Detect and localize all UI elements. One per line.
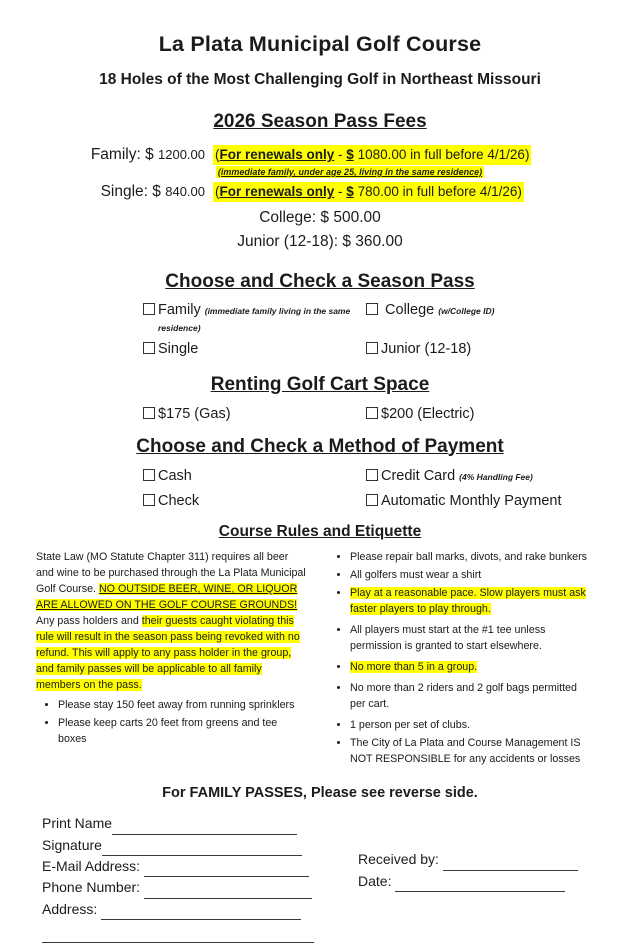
list-item: • All golfers must wear a shirt [350, 567, 592, 583]
checkbox-row-junior[interactable] [358, 341, 640, 358]
checkbox-label-cart-gas: $175 (Gas) [158, 405, 231, 422]
form-label-received-by: Received by: [358, 851, 443, 868]
list-item: • Play at a reasonable pace. Slow players must ask faster players to play through. [350, 585, 592, 617]
form-input-received-by[interactable] [443, 858, 578, 871]
list-item: • All players must start at the #1 tee unless permission is granted to start elsewhere. [350, 622, 592, 654]
checkbox-label-automatic-monthly: Automatic Monthly Payment [381, 493, 562, 510]
form-label-email: E-Mail Address: [42, 857, 144, 874]
form-field-address[interactable] [42, 899, 342, 920]
form-left-column [42, 813, 342, 942]
checkbox-label-family: Family [158, 301, 201, 318]
season-pass-options [0, 302, 640, 358]
checkbox-note-credit-card: (4% Handling Fee) [459, 471, 533, 482]
fee-label-single: Single: $ 840.00 [100, 182, 205, 200]
checkbox-note-college: (w/College ID) [438, 305, 495, 316]
reverse-side-note: For FAMILY PASSES, Please see reverse side. [162, 785, 478, 802]
section-heading-cart: Renting Golf Cart Space [210, 373, 430, 395]
checkbox-row-college[interactable] [358, 302, 640, 335]
rules-right-bullet-list [330, 549, 592, 768]
cart-options [0, 406, 640, 423]
fee-label-family: Family: $ 1200.00 [90, 146, 205, 163]
list-item: • The City of La Plata and Course Management IS NOT RESPONSIBLE for any accidents or losses [350, 735, 592, 767]
checkbox-row-single[interactable] [143, 341, 358, 358]
form-input-date[interactable] [395, 879, 565, 892]
fee-amount-single: 840.00 [165, 183, 205, 199]
list-item: • Please stay 150 feet away from running sprinklers [58, 697, 308, 713]
checkbox-college[interactable] [366, 303, 378, 315]
form-field-phone[interactable] [42, 877, 342, 898]
form-input-address[interactable] [101, 907, 301, 920]
rules-paragraph: State Law (MO Statute Chapter 311) requires all beer and wine to be purchased through the La Plata Municipal Golf Course. NO OUTSIDE BEER, WINE, OR LIQUOR ARE ALLOWED ON THE GOLF COURSE GROUNDS! Any pass holders and their guests caught violating this rule will result in the season pass being revoked with no refund. This will apply to any pass holder in the group, and family passes will be applicable to all family members on the pass. [36, 550, 306, 692]
fee-note-family: (For renewals only - $ 1080.00 in full before 4/1/26) [213, 145, 531, 165]
checkbox-row-cash[interactable] [143, 468, 358, 485]
form-field-received-by[interactable] [358, 849, 608, 870]
checkbox-cash[interactable] [143, 469, 155, 481]
checkbox-check[interactable] [143, 494, 155, 506]
signature-form [0, 813, 640, 942]
form-input-address-line2[interactable] [42, 928, 314, 943]
section-heading-payment: Choose and Check a Method of Payment [136, 435, 504, 457]
fee-row-family [0, 145, 640, 166]
checkbox-label-cash: Cash [158, 467, 192, 484]
checkbox-note-family: (immediate family living in the same residence) [158, 305, 351, 333]
checkbox-row-credit-card[interactable] [358, 468, 640, 485]
checkbox-row-automatic-monthly[interactable] [358, 493, 640, 510]
checkbox-single[interactable] [143, 342, 155, 354]
checkbox-family[interactable] [143, 303, 155, 315]
page-title: La Plata Municipal Golf Course [158, 32, 482, 56]
checkbox-label-cart-electric: $200 (Electric) [381, 405, 475, 422]
checkbox-label-check: Check [158, 493, 200, 510]
checkbox-label-junior: Junior (12-18) [381, 341, 472, 358]
form-label-print-name: Print Name [42, 815, 113, 832]
form-field-email[interactable] [42, 856, 342, 877]
payment-options [0, 468, 640, 510]
checkbox-label-single: Single [158, 341, 199, 358]
form-input-phone[interactable] [144, 886, 312, 899]
checkbox-row-check[interactable] [143, 493, 358, 510]
rules-left-bullet-list [36, 697, 308, 747]
checkbox-automatic-monthly[interactable] [366, 494, 378, 506]
form-label-date: Date: [358, 872, 396, 889]
checkbox-cart-gas[interactable] [143, 407, 155, 419]
form-input-signature[interactable] [102, 843, 302, 856]
rules-right-column [330, 549, 592, 770]
fee-amount-family: 1200.00 [158, 147, 205, 162]
form-label-signature: Signature [42, 836, 102, 853]
form-label-address: Address: [42, 900, 102, 917]
fee-note-single-dollar: $ [346, 183, 354, 199]
checkbox-label-credit-card: Credit Card [381, 467, 456, 484]
fee-row-junior: Junior (12-18): $ 360.00 [237, 232, 403, 250]
checkbox-row-cart-gas[interactable] [143, 406, 358, 423]
fee-note-family-bold: For renewals only [219, 147, 335, 162]
fee-row-college: College: $ 500.00 [259, 208, 381, 226]
list-item: • 1 person per set of clubs. [350, 717, 592, 733]
form-field-date[interactable] [358, 871, 608, 892]
fee-row-single [0, 182, 640, 203]
list-item: • No more than 5 in a group. [350, 659, 592, 675]
form-label-phone: Phone Number: [42, 879, 144, 896]
form-input-email[interactable] [144, 864, 309, 877]
fee-note-single: (For renewals only - $ 780.00 in full before 4/1/26) [213, 182, 524, 202]
fee-note-single-bold: For renewals only [219, 183, 335, 199]
checkbox-row-family[interactable] [143, 302, 358, 335]
checkbox-label-college: College [385, 301, 435, 318]
form-field-signature[interactable] [42, 835, 342, 856]
rules-left-column [36, 549, 308, 770]
page-subtitle: 18 Holes of the Most Challenging Golf in Northeast Missouri [99, 71, 541, 88]
section-heading-fees: 2026 Season Pass Fees [213, 111, 427, 132]
checkbox-row-cart-electric[interactable] [358, 406, 640, 423]
rules-highlight-no-outside-alcohol: NO OUTSIDE BEER, WINE, OR LIQUOR ARE ALLOWED ON THE GOLF COURSE GROUNDS! [36, 582, 298, 612]
rules-columns [0, 549, 640, 770]
section-heading-rules: Course Rules and Etiquette [218, 522, 422, 540]
form-input-print-name[interactable] [112, 822, 297, 835]
list-item: • Please keep carts 20 feet from greens and tee boxes [58, 715, 308, 747]
checkbox-credit-card[interactable] [366, 469, 378, 481]
form-right-column [342, 813, 608, 942]
fee-note-family-dollar: $ [346, 147, 354, 162]
fees-block [0, 145, 640, 251]
rules-highlight-violation: their guests caught violating this rule will result in the season pass being revoked with no refund. This will apply to any pass holder in the group, and family passes will be applicable to all family members on the pass. [36, 615, 300, 692]
form-field-print-name[interactable] [42, 813, 342, 834]
list-item: • No more than 2 riders and 2 golf bags permitted per cart. [350, 680, 592, 712]
fee-subnote-family: (immediate family, under age 25, living in the same residence) [217, 166, 483, 177]
list-item: • Please repair ball marks, divots, and rake bunkers [350, 549, 592, 565]
checkbox-cart-electric[interactable] [366, 407, 378, 419]
section-heading-season-pass: Choose and Check a Season Pass [165, 270, 475, 292]
checkbox-junior[interactable] [366, 342, 378, 354]
